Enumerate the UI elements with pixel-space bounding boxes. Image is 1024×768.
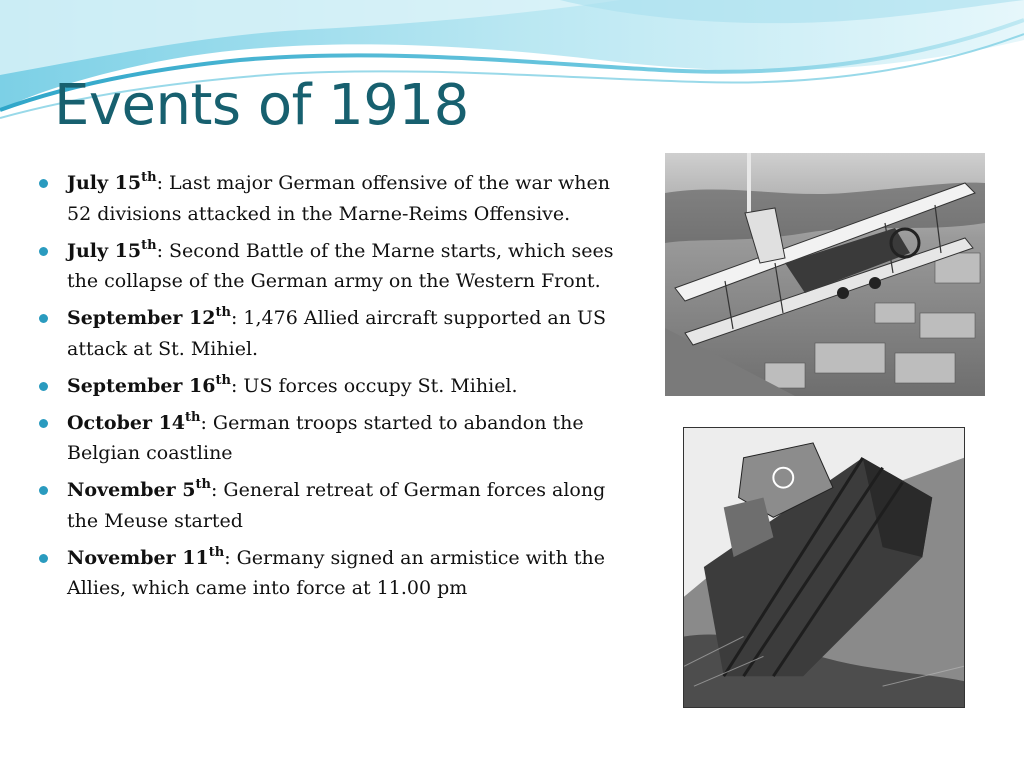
event-date: November 11th: [67, 544, 225, 569]
event-text: : Germany signed an armistice with the Allies, which came into force at 11.00 pm: [67, 546, 606, 599]
list-item: [38, 303, 628, 364]
list-item: [38, 543, 628, 604]
event-text: : 1,476 Allied aircraft supported an US attack at St. Mihiel.: [67, 307, 607, 360]
list-item: [38, 408, 628, 469]
bullet-icon: [39, 382, 48, 391]
list-item: [38, 475, 628, 536]
event-text: : German troops started to abandon the Belgian coastline: [67, 411, 584, 464]
tank-photo: [683, 427, 965, 708]
bullet-icon: [39, 419, 48, 428]
event-date: September 16th: [67, 372, 231, 397]
event-date: July 15th: [67, 237, 157, 262]
list-item: [38, 168, 628, 229]
event-date: July 15th: [67, 170, 157, 194]
bullet-icon: [39, 486, 48, 495]
event-text: : US forces occupy St. Mihiel.: [230, 374, 518, 397]
list-item: [38, 236, 628, 297]
events-list: [38, 168, 628, 610]
event-date: October 14th: [67, 409, 201, 434]
bullet-icon: [39, 247, 48, 256]
slide-title: Events of 1918: [54, 73, 469, 138]
event-text: : Second Battle of the Marne starts, which sees the collapse of the German army on the Western Front.: [67, 239, 614, 292]
bullet-icon: [39, 554, 48, 563]
event-text: : Last major German offensive of the war when 52 divisions attacked in the Marne-Reims Offensive.: [67, 172, 610, 225]
biplane-photo: [665, 153, 985, 396]
event-date: September 12th: [67, 305, 231, 329]
list-item: [38, 371, 628, 402]
bullet-icon: [39, 314, 48, 323]
bullet-icon: [39, 179, 48, 188]
event-date: November 5th: [67, 477, 211, 501]
event-text: : General retreat of German forces along the Meuse started: [67, 479, 606, 532]
